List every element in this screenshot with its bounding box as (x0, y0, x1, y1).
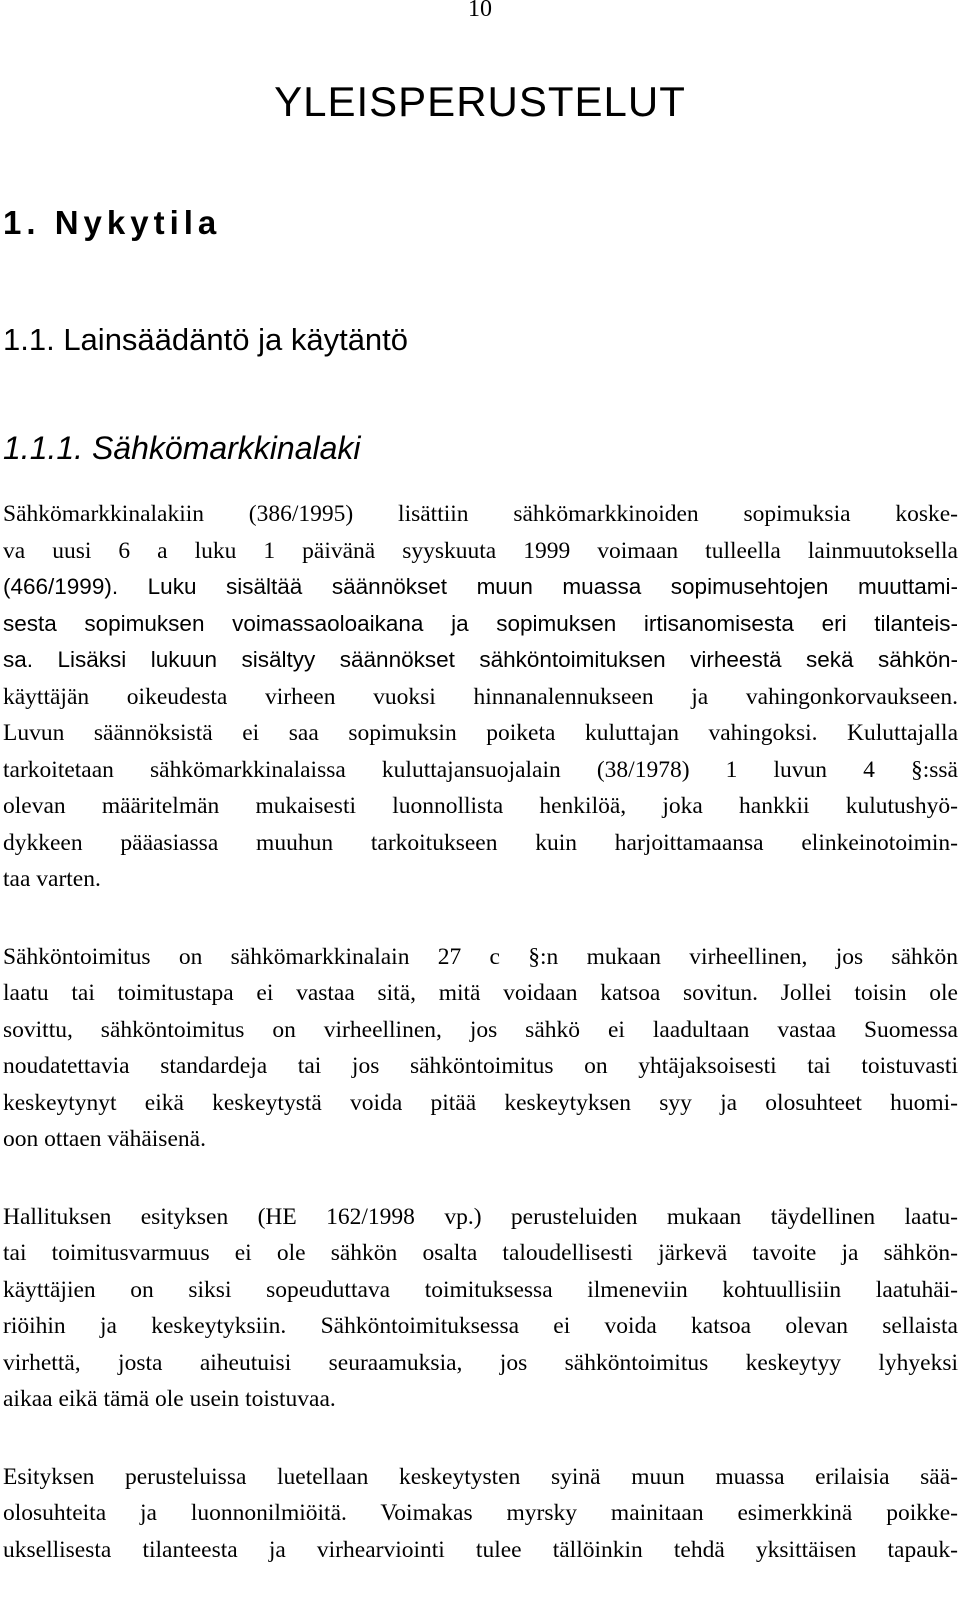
subsection-heading: 1.1. Lainsäädäntö ja käytäntö (3, 322, 409, 357)
page-number: 10 (468, 0, 492, 22)
section-heading: 1. Nykytila (3, 204, 222, 241)
text-line: aikaa eikä tämä ole usein toistuvaa. (3, 1386, 336, 1412)
text-line: käyttäjän oikeudesta virheen vuoksi hinnanalennukseen ja vahingonkorvaukseen. (3, 683, 958, 710)
text-line: va uusi 6 a luku 1 päivänä syyskuuta 1999 voimaan tulleella lainmuutoksella (3, 537, 958, 564)
text-line: (466/1999). Luku sisältää säännökset muun muassa sopimusehtojen muuttami- (3, 574, 958, 599)
subsubsection-heading: 1.1.1. Sähkömarkkinalaki (3, 430, 361, 466)
text-line: riöihin ja keskeytyksiin. Sähköntoimituksessa ei voida katsoa olevan sellaista (3, 1313, 958, 1339)
text-line: Hallituksen esityksen (HE 162/1998 vp.) perusteluiden mukaan täydellinen laatu- (3, 1203, 958, 1230)
text-line: sesta sopimuksen voimassaoloaikana ja sopimuksen irtisanomisesta eri tilanteis- (3, 610, 958, 636)
text-line: noudatettavia standardeja tai jos sähköntoimitus on yhtäjaksoisesti tai toistuvasti (3, 1053, 958, 1079)
text-line: uksellisesta tilanteesta ja virhearviointi tulee tällöinkin tehdä yksittäisen tapauk- (3, 1536, 958, 1563)
text-line: virhettä, josta aiheutuisi seuraamuksia, jos sähköntoimitus keskeytyy lyhyeksi (3, 1349, 958, 1376)
text-line: Sähköntoimitus on sähkömarkkinalain 27 c §:n mukaan virheellinen, jos sähkön (3, 943, 958, 970)
text-line: tai toimitusvarmuus ei ole sähkön osalta taloudellisesti järkevä tavoite ja sähkön- (3, 1240, 958, 1266)
text-line: sa. Lisäksi lukuun sisältyy säännökset sähköntoimituksen virheestä sekä sähkön- (3, 647, 958, 672)
paragraph-1 (3, 496, 958, 898)
paragraph-2 (3, 939, 958, 1158)
text-line: Luvun säännöksistä ei saa sopimuksin poiketa kuluttajan vahingoksi. Kuluttajalla (3, 720, 958, 746)
text-line: käyttäjien on siksi sopeuduttava toimituksessa ilmeneviin kohtuullisiin laatuhäi- (3, 1276, 958, 1303)
text-line: Esityksen perusteluissa luetellaan keskeytysten syinä muun muassa erilaisia sää- (3, 1463, 958, 1490)
text-line: dykkeen pääasiassa muuhun tarkoitukseen kuin harjoittamaansa elinkeinotoimin- (3, 829, 958, 856)
text-line: olevan määritelmän mukaisesti luonnollista henkilöä, joka hankkii kulutushyö- (3, 793, 958, 819)
text-line: tarkoitetaan sähkömarkkinalaissa kuluttajansuojalain (38/1978) 1 luvun 4 §:ssä (3, 756, 958, 783)
body-text (3, 496, 958, 1609)
text-line: Sähkömarkkinalakiin (386/1995) lisättiin sähkömarkkinoiden sopimuksia koske- (3, 501, 958, 527)
paragraph-3 (3, 1199, 958, 1418)
text-line: taa varten. (3, 866, 101, 892)
text-line: keskeytynyt eikä keskeytystä voida pitää keskeytyksen syy ja olosuhteet huomi- (3, 1089, 958, 1116)
text-line: sovittu, sähköntoimitus on virheellinen, jos sähkö ei laadultaan vastaa Suomessa (3, 1016, 958, 1043)
text-line: oon ottaen vähäisenä. (3, 1126, 206, 1152)
page-title: YLEISPERUSTELUT (274, 78, 686, 125)
text-line: olosuhteita ja luonnonilmiöitä. Voimakas myrsky mainitaan esimerkkinä poikke- (3, 1500, 958, 1526)
text-line: laatu tai toimitustapa ei vastaa sitä, mitä voidaan katsoa sovitun. Jollei toisin ole (3, 980, 958, 1006)
